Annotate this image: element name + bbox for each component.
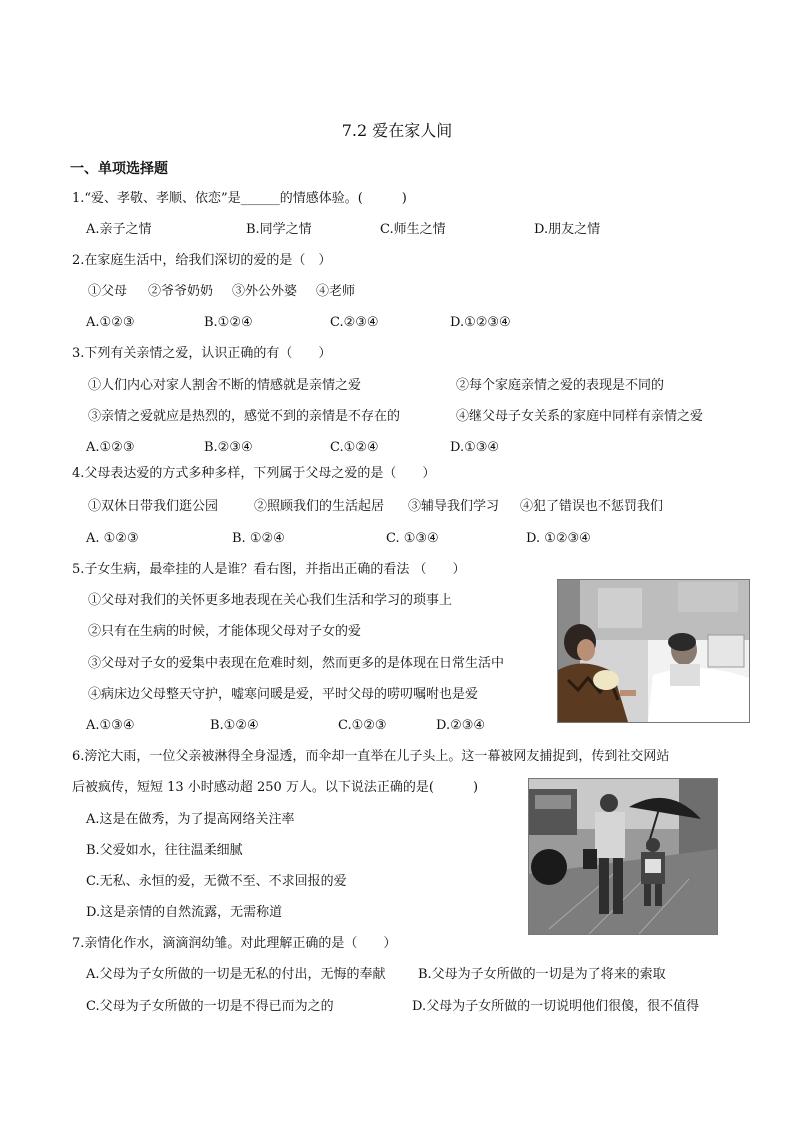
q7-option-b[interactable]: B.父母为子女所做的一切是为了将来的索取 <box>418 967 666 982</box>
q6-option-c[interactable]: C.无私、永恒的爱，无微不至、不求回报的爱 <box>86 874 347 889</box>
q4-option-c[interactable]: C. ①③④ <box>386 531 439 546</box>
q2-item-1: ①父母 <box>88 284 128 299</box>
q1-option-c[interactable]: C.师生之情 <box>380 222 446 237</box>
q5-option-a[interactable]: A.①③④ <box>86 718 135 733</box>
q2-option-b[interactable]: B.①②④ <box>204 315 253 330</box>
q4-item-2: ②照顾我们的生活起居 <box>254 499 385 514</box>
father-umbrella-photo <box>528 778 718 935</box>
q5-item-1: ①父母对我们的关怀更多地表现在关心我们生活和学习的琐事上 <box>88 593 453 608</box>
q3-item-1: ①人们内心对家人割舍不断的情感就是亲情之爱 <box>88 378 362 393</box>
page-title: 7.2 爱在家人间 <box>341 121 453 140</box>
q2-option-d[interactable]: D.①②③④ <box>450 315 511 330</box>
q4-option-d[interactable]: D. ①②③④ <box>526 531 591 546</box>
question-6-stem-line2: 后被疯传，短短 13 小时感动超 250 万人。以下说法正确的是( ) <box>72 780 479 795</box>
q5-item-4: ④病床边父母整天守护，嘘寒问暖是爱，平时父母的唠叨嘱咐也是爱 <box>88 687 479 702</box>
q4-item-1: ①双休日带我们逛公园 <box>88 499 219 514</box>
question-3-stem: 3.下列有关亲情之爱，认识正确的有（ ） <box>72 346 332 361</box>
q4-option-a[interactable]: A. ①②③ <box>86 531 139 546</box>
question-5-stem: 5.子女生病，最牵挂的人是谁？看右图，并指出正确的看法 （ ） <box>72 562 466 577</box>
q3-option-b[interactable]: B.②③④ <box>204 440 253 455</box>
q3-option-c[interactable]: C.①②④ <box>330 440 379 455</box>
q6-option-b[interactable]: B.父爱如水，往往温柔细腻 <box>86 843 243 858</box>
question-4-stem: 4.父母表达爱的方式多种多样，下列属于父母之爱的是（ ） <box>72 466 436 481</box>
q4-item-4: ④犯了错误也不惩罚我们 <box>520 499 664 514</box>
q4-item-3: ③辅导我们学习 <box>408 499 500 514</box>
q3-option-d[interactable]: D.①③④ <box>450 440 500 455</box>
q6-option-d[interactable]: D.这是亲情的自然流露，无需称道 <box>86 905 283 920</box>
q6-option-a[interactable]: A.这是在做秀，为了提高网络关注率 <box>86 812 295 827</box>
q2-item-2: ②爷爷奶奶 <box>148 284 214 299</box>
q3-item-2: ②每个家庭亲情之爱的表现是不同的 <box>456 378 665 393</box>
section-heading: 一、单项选择题 <box>70 161 168 177</box>
q5-option-b[interactable]: B.①②④ <box>210 718 259 733</box>
q2-option-a[interactable]: A.①②③ <box>86 315 135 330</box>
q7-option-c[interactable]: C.父母为子女所做的一切是不得已而为之的 <box>86 999 334 1014</box>
q1-option-a[interactable]: A.亲子之情 <box>86 222 152 237</box>
q5-item-2: ②只有在生病的时候，才能体现父母对子女的爱 <box>88 624 362 639</box>
q2-option-c[interactable]: C.②③④ <box>330 315 379 330</box>
q2-item-4: ④老师 <box>316 284 356 299</box>
q2-item-3: ③外公外婆 <box>232 284 298 299</box>
question-2-stem: 2.在家庭生活中，给我们深切的爱的是（ ） <box>72 253 332 268</box>
q3-item-4: ④继父母子女关系的家庭中同样有亲情之爱 <box>456 409 704 424</box>
q5-item-3: ③父母对子女的爱集中表现在危难时刻，然而更多的是体现在日常生活中 <box>88 656 505 671</box>
q3-option-a[interactable]: A.①②③ <box>86 440 135 455</box>
q7-option-d[interactable]: D.父母为子女所做的一切说明他们很傻，很不值得 <box>412 999 700 1014</box>
q7-option-a[interactable]: A.父母为子女所做的一切是无私的付出，无悔的奉献 <box>86 967 386 982</box>
q5-option-c[interactable]: C.①②③ <box>338 718 387 733</box>
q5-option-d[interactable]: D.②③④ <box>436 718 486 733</box>
question-1-stem: 1.“爱、孝敬、孝顺、依恋”是______的情感体验。( ) <box>72 191 407 206</box>
question-7-stem: 7.亲情化作水，滴滴润幼雏。对此理解正确的是（ ） <box>72 936 397 951</box>
q4-option-b[interactable]: B. ①②④ <box>232 531 285 546</box>
q3-item-3: ③亲情之爱就应是热烈的，感觉不到的亲情是不存在的 <box>88 409 401 424</box>
q1-option-d[interactable]: D.朋友之情 <box>534 222 601 237</box>
q1-option-b[interactable]: B.同学之情 <box>246 222 312 237</box>
hospital-bedside-photo <box>557 579 750 723</box>
question-6-stem: 6.滂沱大雨，一位父亲被淋得全身湿透，而伞却一直举在儿子头上。这一幕被网友捕捉到，传到社交网站 <box>72 749 670 764</box>
